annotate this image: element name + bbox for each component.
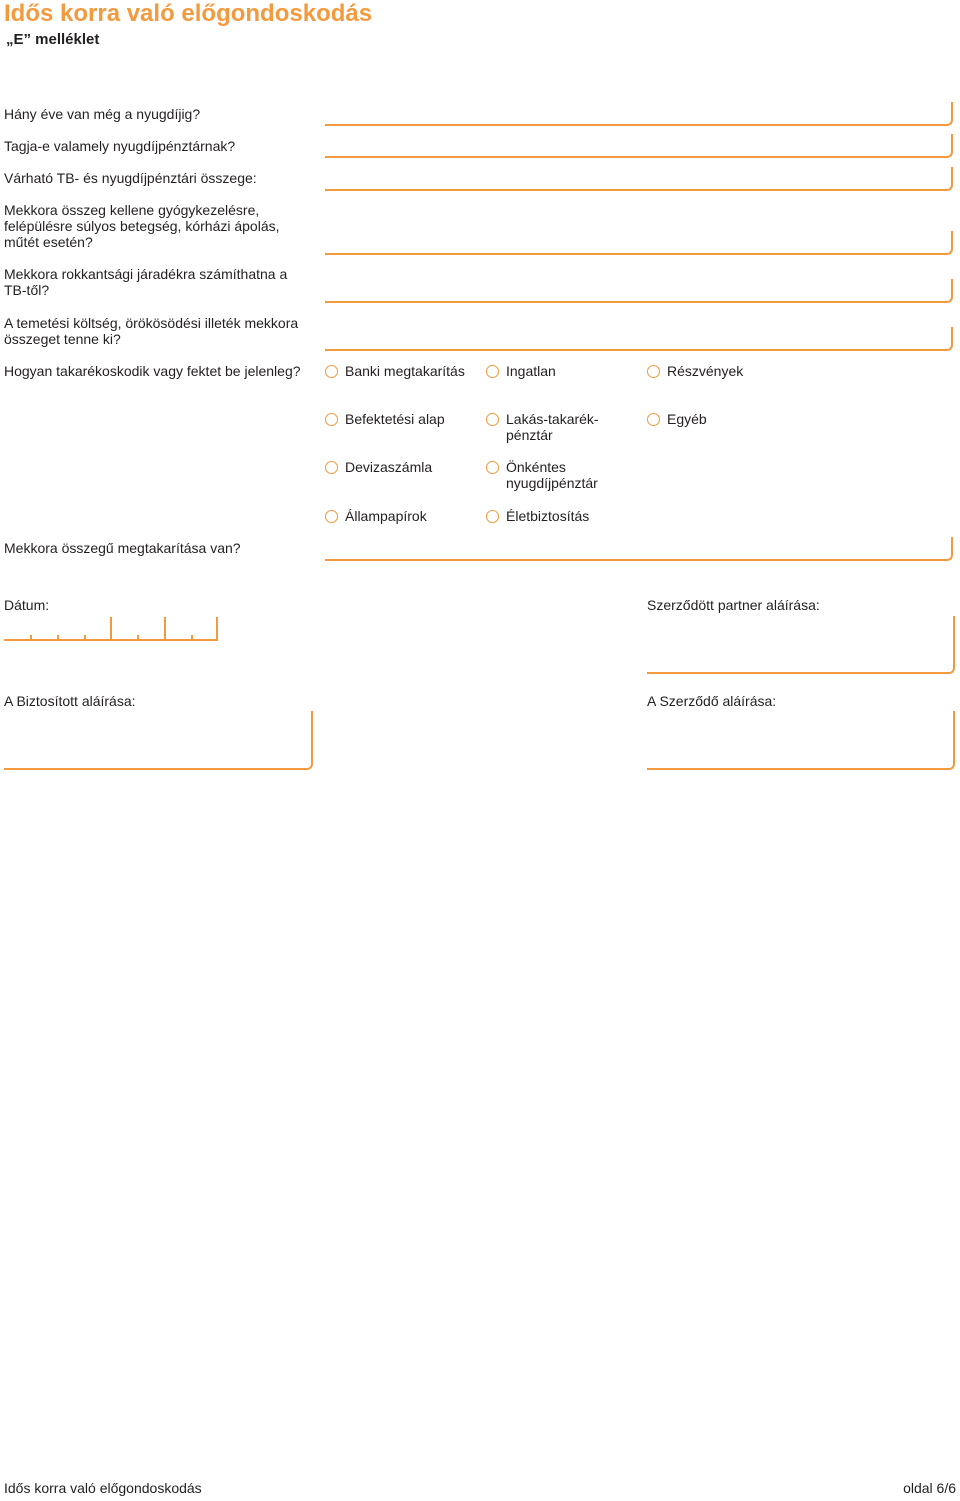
contractor-signature-label: A Szerződő aláírása:	[647, 693, 777, 709]
option-label: Banki megtakarítás	[345, 363, 465, 379]
option-life-insurance[interactable]	[486, 508, 589, 524]
option-home-savings[interactable]	[486, 411, 599, 443]
radio-bank-savings[interactable]	[325, 365, 338, 378]
page-number: oldal 6/6	[903, 1480, 956, 1496]
insured-signature-label: A Biztosított aláírása:	[4, 693, 136, 709]
question-savings-amount: Mekkora összegű megtakarítása van?	[4, 540, 241, 556]
option-government-bonds[interactable]	[325, 508, 427, 524]
radio-foreign-currency-account[interactable]	[325, 461, 338, 474]
radio-government-bonds[interactable]	[325, 510, 338, 523]
page-title: Idős korra való előgondoskodás	[4, 0, 373, 27]
insured-signature-field[interactable]	[4, 711, 313, 770]
answer-field-medical-costs[interactable]	[325, 231, 953, 255]
answer-field-years-to-retirement[interactable]	[325, 102, 953, 126]
date-tick	[191, 635, 193, 641]
answer-field-funeral-costs[interactable]	[325, 327, 953, 351]
date-tick	[30, 635, 32, 641]
footer-title: Idős korra való előgondoskodás	[4, 1480, 202, 1496]
radio-investment-fund[interactable]	[325, 413, 338, 426]
question-pension-fund-member: Tagja-e valamely nyugdíjpénztárnak?	[4, 138, 236, 154]
question-disability-annuity: Mekkora rokkantsági járadékra számíthatna a TB-től?	[4, 266, 288, 298]
option-other[interactable]	[647, 411, 707, 427]
answer-field-disability-annuity[interactable]	[325, 279, 953, 303]
option-foreign-currency-account[interactable]	[325, 459, 432, 475]
option-shares[interactable]	[647, 363, 743, 379]
question-savings-type: Hogyan takarékoskodik vagy fektet be jelenleg?	[4, 363, 301, 379]
date-field[interactable]	[4, 617, 218, 641]
option-label: Életbiztosítás	[506, 508, 590, 524]
option-bank-savings[interactable]	[325, 363, 465, 379]
radio-real-estate[interactable]	[486, 365, 499, 378]
radio-shares[interactable]	[647, 365, 660, 378]
date-label: Dátum:	[4, 597, 50, 613]
date-tick	[57, 635, 59, 641]
option-label: Devizaszámla	[345, 459, 433, 475]
radio-other[interactable]	[647, 413, 660, 426]
date-tick	[137, 635, 139, 641]
contractor-signature-field[interactable]	[647, 711, 955, 770]
partner-signature-field[interactable]	[647, 616, 955, 674]
question-years-to-retirement: Hány éve van még a nyugdíjig?	[4, 106, 201, 122]
radio-home-savings[interactable]	[486, 413, 499, 426]
option-label: Állampapírok	[345, 508, 427, 524]
option-label: Részvények	[667, 363, 744, 379]
option-label: Lakás-takarék- pénztár	[506, 411, 599, 443]
answer-field-pension-fund-member[interactable]	[325, 134, 953, 158]
answer-field-expected-pension[interactable]	[325, 167, 953, 191]
page-subtitle: „E” melléklet	[6, 31, 100, 48]
question-funeral-costs: A temetési költség, örökösödési illeték mekkora összeget tenne ki?	[4, 315, 299, 347]
date-tick	[84, 635, 86, 641]
date-tick	[216, 617, 218, 641]
option-label: Egyéb	[667, 411, 707, 427]
option-voluntary-pension-fund[interactable]	[486, 459, 598, 491]
option-label: Ingatlan	[506, 363, 556, 379]
radio-voluntary-pension-fund[interactable]	[486, 461, 499, 474]
option-real-estate[interactable]	[486, 363, 556, 379]
question-expected-pension: Várható TB- és nyugdíjpénztári összege:	[4, 170, 257, 186]
date-tick	[110, 617, 112, 641]
radio-life-insurance[interactable]	[486, 510, 499, 523]
date-tick	[164, 617, 166, 641]
option-label: Befektetési alap	[345, 411, 445, 427]
question-medical-costs: Mekkora összeg kellene gyógykezelésre, felépülésre súlyos betegség, kórházi ápolás, műtét esetén?	[4, 202, 280, 250]
partner-signature-label: Szerződött partner aláírása:	[647, 597, 820, 613]
answer-field-savings-amount[interactable]	[325, 537, 953, 561]
option-investment-fund[interactable]	[325, 411, 445, 427]
option-label: Önkéntes nyugdíjpénztár	[506, 459, 598, 491]
